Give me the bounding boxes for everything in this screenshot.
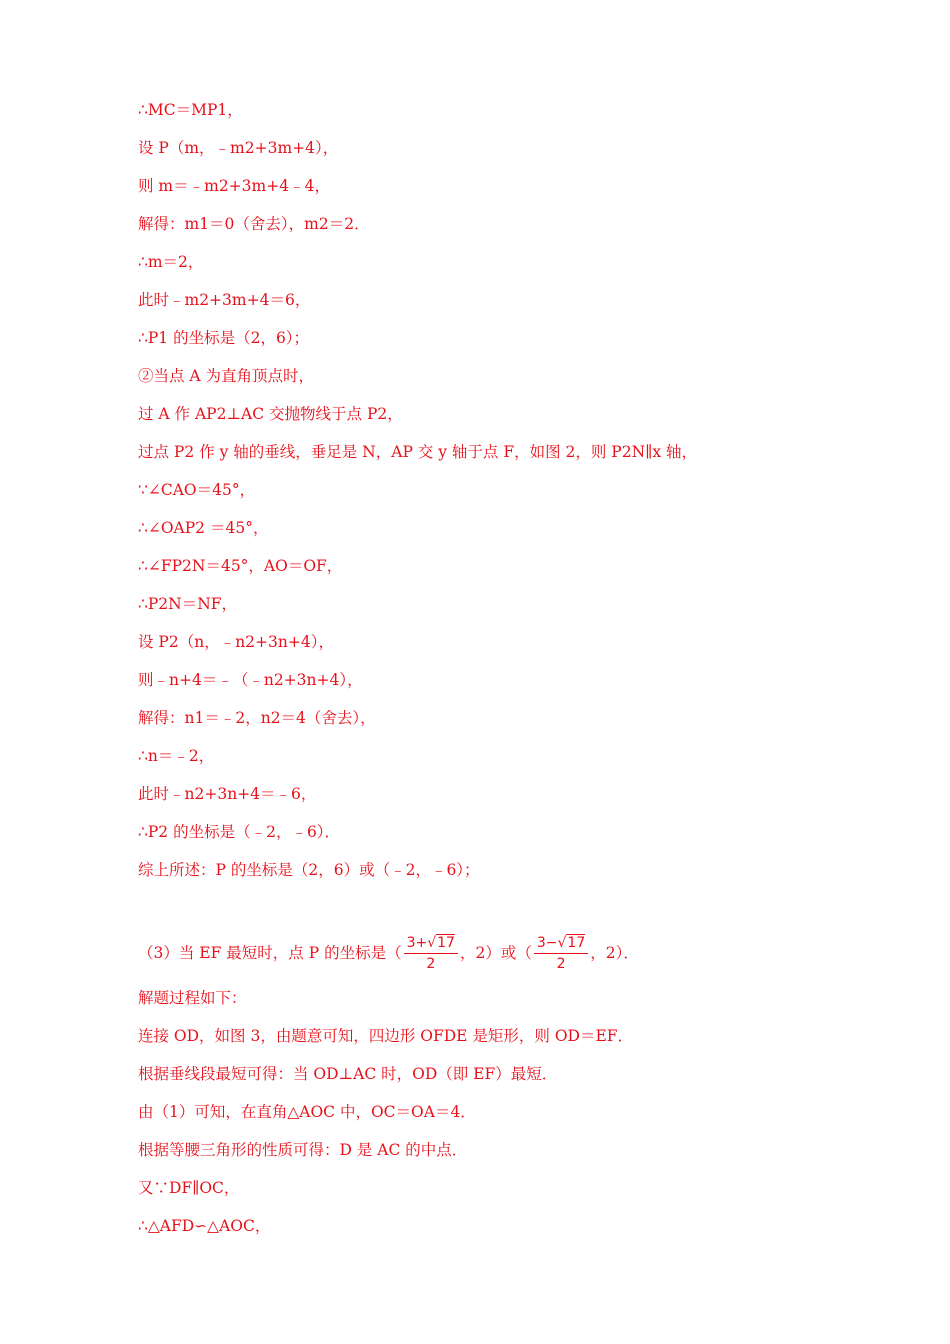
text-line: ∴∠FP2N＝45°，AO＝OF， — [138, 557, 343, 575]
text-line: 则 m＝﹣m2+3m+4﹣4， — [138, 177, 330, 195]
fraction-1-numerator — [404, 935, 458, 954]
text-line: 过点 P2 作 y 轴的垂线，垂足是 N，AP 交 y 轴于点 F，如图 2，则 P2N∥x 轴， — [138, 443, 697, 461]
text-line: 设 P（m，﹣m2+3m+4）， — [138, 139, 339, 157]
text-line: 则﹣n+4＝﹣（﹣n2+3n+4）， — [138, 671, 363, 689]
fraction-1-denominator: 2 — [426, 956, 436, 972]
part3-suffix: ，2）． — [590, 944, 639, 962]
text-line: 综上所述：P 的坐标是（2，6）或（﹣2，﹣6）； — [138, 861, 480, 879]
text-line: 过 A 作 AP2⊥AC 交抛物线于点 P2， — [138, 405, 403, 423]
text-line: 连接 OD，如图 3，由题意可知，四边形 OFDE 是矩形，则 OD＝EF． — [138, 1027, 634, 1045]
fraction-2 — [534, 935, 588, 973]
text-line: ②当点 A 为直角顶点时， — [138, 367, 315, 385]
text-line: 由（1）可知，在直角△AOC 中，OC＝OA＝4． — [138, 1103, 476, 1121]
fraction-1 — [404, 935, 458, 973]
part3-prefix: （3）当 EF 最短时，点 P 的坐标是（ — [138, 944, 402, 962]
text-line: ∴P1 的坐标是（2，6）； — [138, 329, 310, 347]
fraction-2-denominator: 2 — [556, 956, 566, 972]
text-line: ∴P2N＝NF， — [138, 595, 238, 613]
text-line: ∴m＝2， — [138, 253, 204, 271]
text-line: ∴△AFD∽△AOC， — [138, 1217, 271, 1235]
text-line: 解得：m1＝0（舍去），m2＝2． — [138, 215, 370, 233]
text-line: ∴P2 的坐标是（﹣2，﹣6）． — [138, 823, 341, 841]
fraction-2-numerator — [534, 935, 588, 954]
text-line: 此时﹣n2+3n+4＝﹣6， — [138, 785, 317, 803]
text-line: 设 P2（n，﹣n2+3n+4）， — [138, 633, 334, 651]
text-line: 根据垂线段最短可得：当 OD⊥AC 时，OD（即 EF）最短． — [138, 1065, 558, 1083]
text-line: 根据等腰三角形的性质可得：D 是 AC 的中点． — [138, 1141, 468, 1159]
text-line: ∴n＝﹣2， — [138, 747, 215, 765]
text-line: 解题过程如下： — [138, 989, 247, 1007]
text-line: ∵∠CAO＝45°， — [138, 481, 256, 499]
text-line: 又∵DF∥OC， — [138, 1179, 240, 1197]
text-line: ∴∠OAP2 ＝45°， — [138, 519, 269, 537]
text-line: ∴MC＝MP1， — [138, 101, 243, 119]
fraction-1-radicand: 17 — [437, 935, 455, 951]
fraction-2-numerator-a: 3−√ — [536, 935, 567, 951]
fraction-2-radicand: 17 — [567, 935, 586, 951]
text-line: 解得：n1＝﹣2，n2＝4（舍去）， — [138, 709, 376, 727]
fraction-1-numerator-a: 3+√ — [406, 935, 437, 951]
text-line: 此时﹣m2+3m+4＝6， — [138, 291, 311, 309]
part3-answer-line — [138, 935, 639, 973]
part3-mid: ，2）或（ — [459, 944, 532, 962]
